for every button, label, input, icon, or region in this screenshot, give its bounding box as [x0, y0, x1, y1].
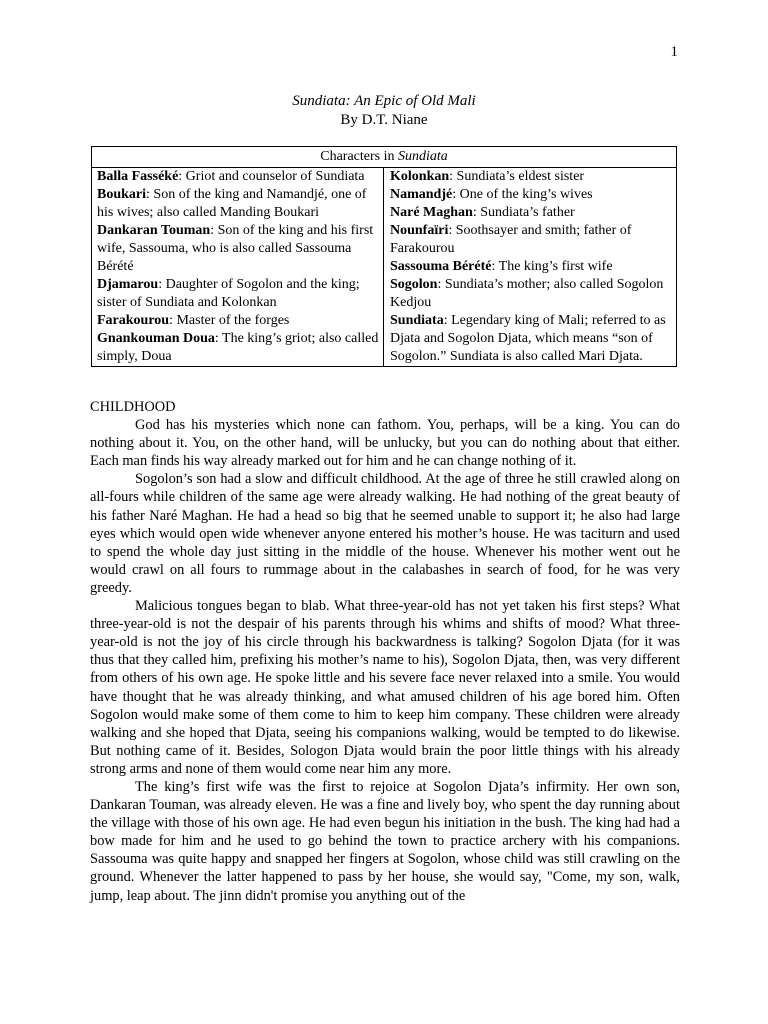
character-desc: : Daughter of Sogolon and the king; sister of Sundiata and Kolonkan	[97, 277, 360, 310]
character-desc: : The king’s griot; also called simply, Doua	[97, 331, 379, 364]
character-name: Sassouma Bérété	[390, 259, 492, 274]
character-desc: : The king’s first wife	[491, 259, 613, 274]
characters-right-column	[384, 168, 677, 367]
author-line: By D.T. Niane	[340, 112, 428, 128]
document-title: Sundiata: An Epic of Old Mali	[292, 93, 476, 109]
character-entry	[97, 312, 379, 330]
character-desc: : Sundiata’s eldest sister	[449, 169, 585, 184]
character-entry	[390, 186, 672, 204]
character-desc: : Son of the king and his first wife, Sassouma, who is also called Sassouma Bérété	[97, 223, 374, 274]
character-entry	[390, 204, 672, 222]
section-heading: CHILDHOOD	[90, 399, 176, 415]
character-name: Djamarou	[97, 277, 159, 292]
character-entry	[390, 168, 672, 186]
character-name: Kolonkan	[390, 169, 450, 184]
page-number: 1	[670, 44, 678, 60]
character-name: Naré Maghan	[390, 205, 473, 220]
character-desc: : Master of the forges	[169, 313, 290, 328]
body-text	[90, 398, 680, 905]
character-name: Gnankouman Doua	[97, 331, 215, 346]
character-desc: : Son of the king and Namandjé, one of his wives; also called Manding Boukari	[97, 187, 367, 220]
characters-table-caption	[92, 147, 677, 168]
character-entry	[390, 258, 672, 276]
character-desc: : Soothsayer and smith; father of Farakourou	[390, 223, 632, 256]
paragraph: Sogolon’s son had a slow and difficult childhood. At the age of three he still crawled along on all-fours while children of the same age were already walking. He had nothing of the great beauty of his father Naré Maghan. He had a head so big that he seemed unable to support it; he also had large eyes which would open wide whenever anyone entered his mother’s house. He was taciturn and used to spend the whole day just sitting in the middle of the house. Whenever his mother went out he would crawl on all fours to rummage about in the calabashes in search of food, for he was very greedy.	[90, 471, 680, 596]
character-name: Farakourou	[97, 313, 170, 328]
character-name: Namandjé	[390, 187, 453, 202]
paragraph: God has his mysteries which none can fathom. You, perhaps, will be a king. You can do nothing about it. You, on the other hand, will be unlucky, but you can do nothing about that either. Each man finds his way already marked out for him and he can change nothing of it.	[90, 417, 680, 470]
character-entry	[97, 222, 379, 276]
character-entry	[390, 312, 672, 366]
character-name: Sogolon	[390, 277, 438, 292]
characters-left-column	[92, 168, 384, 367]
character-desc: : Legendary king of Mali; referred to as Djata and Sogolon Djata, which means “son of Sogolon.” Sundiata is also called Mari Djata.	[390, 313, 666, 364]
character-name: Dankaran Touman	[97, 223, 211, 238]
character-name: Nounfaïri	[390, 223, 449, 238]
paragraph: The king’s first wife was the first to rejoice at Sogolon Djata’s infirmity. Her own son, Dankaran Touman, was already eleven. He was a fine and lively boy, who spent the day running about the village with those of his own age. He had even begun his initiation in the bush. The king had had a bow made for him and he used to go behind the town to practice archery with his companions. Sassouma was quite happy and snapped her fingers at Sogolon, whose child was still crawling on the ground. Whenever the latter happened to pass by her house, she would say, "Come, my son, walk, jump, leap about. The jinn didn't promise you anything out of the	[90, 778, 680, 904]
character-desc: : Sundiata’s mother; also called Sogolon Kedjou	[390, 277, 664, 310]
character-entry	[97, 168, 379, 186]
character-entry	[390, 276, 672, 312]
character-desc: : Sundiata’s father	[472, 205, 575, 220]
paragraph: Malicious tongues began to blab. What three-year-old has not yet taken his first steps? What three-year-old is not the despair of his parents through his whims and shifts of mood? What three-year-old is not the joy of his circle through his backwardness is talking? Sogolon Djata (for it was thus that they called him, prefixing his mother’s name to his), Sogolon Djata, then, was very different from others of his own age. He spoke little and his severe face never relaxed into a smile. You would have thought that he was already thinking, and what amused children of his age bored him. Often Sogolon would make some of them come to him to keep him company. These children were already walking and she hoped that Djata, seeing his companions walking, would be tempted to do likewise. But nothing came of it. Besides, Sologon Djata would brain the poor little things with his already strong arms and none of them would come near him any more.	[90, 598, 680, 777]
character-entry	[97, 186, 379, 222]
characters-table	[91, 146, 677, 367]
title-block	[0, 92, 768, 130]
caption-italic: Sundiata	[397, 149, 448, 164]
character-name: Boukari	[97, 187, 147, 202]
character-desc: : Griot and counselor of Sundiata	[178, 169, 365, 184]
caption-prefix: Characters in	[320, 149, 398, 164]
character-name: Sundiata	[390, 313, 444, 328]
character-entry	[97, 276, 379, 312]
character-entry	[390, 222, 672, 258]
character-entry	[97, 330, 379, 366]
character-desc: : One of the king’s wives	[452, 187, 593, 202]
character-name: Balla Fasséké	[97, 169, 179, 184]
